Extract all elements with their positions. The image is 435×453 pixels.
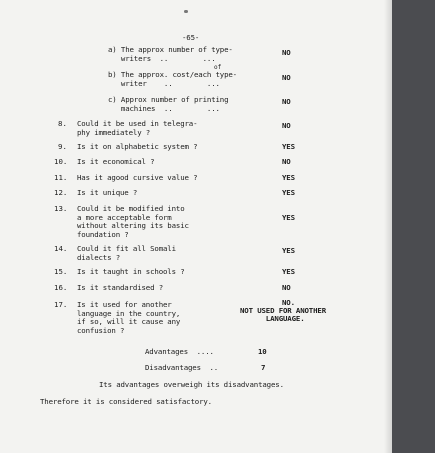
question-9: Is it on alphabetic system ? bbox=[77, 142, 198, 151]
question-8: Could it be used in telegra- phy immediately ? bbox=[77, 119, 198, 137]
item-number: 17. bbox=[54, 300, 68, 309]
item-number: 16. bbox=[54, 283, 68, 292]
answer-14: YES bbox=[282, 246, 295, 255]
question-c: c) Approx number of printing machines .. ... bbox=[108, 95, 229, 113]
answer-c: NO bbox=[282, 97, 291, 106]
advantages-label: Advantages .... bbox=[145, 347, 214, 356]
answer-a: NO bbox=[282, 48, 291, 57]
ink-mark bbox=[184, 10, 188, 13]
insert-b: of bbox=[214, 64, 222, 71]
item-number: 11. bbox=[54, 173, 68, 182]
answer-17: NO. bbox=[282, 298, 295, 307]
item-number: 12. bbox=[54, 188, 68, 197]
advantages-value: 10 bbox=[258, 347, 267, 356]
answer-15: YES bbox=[282, 267, 295, 276]
disadvantages-label: Disadvantages .. bbox=[145, 363, 219, 372]
question-10: Is it economical ? bbox=[77, 157, 155, 166]
question-b: b) The approx. cost/each type- writer .. ... bbox=[108, 70, 237, 88]
answer-17-note: NOT USED FOR ANOTHER LANGUAGE. bbox=[240, 306, 326, 323]
question-17: Is it used for another language in the country, if so, will it cause any confusion ? bbox=[77, 300, 181, 335]
answer-12: YES bbox=[282, 188, 295, 197]
answer-11: YES bbox=[282, 173, 295, 182]
question-14: Could it fit all Somali dialects ? bbox=[77, 244, 176, 262]
page-number: -65- bbox=[182, 33, 200, 42]
question-16: Is it standardised ? bbox=[77, 283, 163, 292]
item-number: 8. bbox=[58, 119, 67, 128]
answer-13: YES bbox=[282, 213, 295, 222]
answer-b: NO bbox=[282, 73, 291, 82]
question-11: Has it agood cursive value ? bbox=[77, 173, 198, 182]
answer-9: YES bbox=[282, 142, 295, 151]
item-number: 9. bbox=[58, 142, 67, 151]
question-15: Is it taught in schools ? bbox=[77, 267, 185, 276]
disadvantages-value: 7 bbox=[261, 363, 266, 372]
question-12: Is it unique ? bbox=[77, 188, 138, 197]
answer-8: NO bbox=[282, 121, 291, 130]
item-number: 10. bbox=[54, 157, 68, 166]
conclusion-line-1: Its advantages overweigh its disadvantages. bbox=[99, 380, 284, 389]
item-number: 14. bbox=[54, 244, 68, 253]
item-number: 15. bbox=[54, 267, 68, 276]
answer-16: NO bbox=[282, 283, 291, 292]
answer-10: NO bbox=[282, 157, 291, 166]
item-number: 13. bbox=[54, 204, 68, 213]
question-a: a) The approx number of type- writers .. ... bbox=[108, 45, 233, 63]
conclusion-line-2: Therefore it is considered satisfactory. bbox=[40, 397, 212, 406]
question-13: Could it be modified into a more acceptable form without altering its basic foundation ? bbox=[77, 204, 189, 239]
